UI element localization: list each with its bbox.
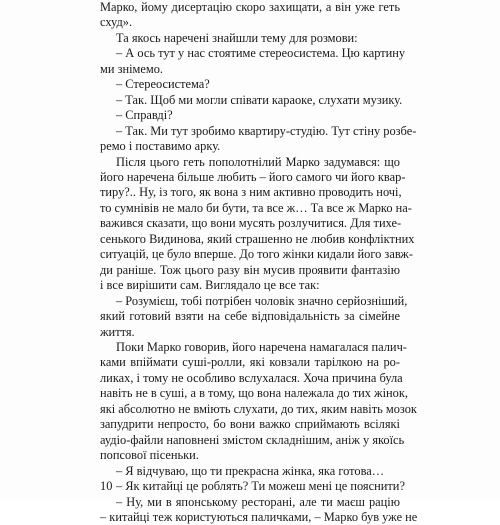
text-line: – А ось тут у нас стоятиме стереосистема. Цю картину [116, 46, 406, 61]
text-line: – Я відчуваю, що ти прекрасна жінка, яка готова… [116, 463, 385, 478]
text-line: який готовий взяти на себе відповідальність за сімейне [100, 309, 400, 324]
text-line: то сумнівів не мало би бути, та все ж… Та все ж Марко на- [100, 200, 412, 215]
text-line: ми знімемо. [100, 61, 164, 76]
text-line: – Розумієш, тобі потрібен чоловік значно серйозніший, [116, 293, 408, 308]
text-line: схуд». [100, 15, 133, 30]
text-line: життя. [100, 324, 135, 339]
text-line: – Так. Ми тут зробимо квартиру-студію. Тут стіну розбе- [116, 123, 417, 138]
text-line: – Ну, ми в японському ресторані, але ти маєш рацію [116, 494, 400, 509]
text-line: тиру?.. Ну, із того, як вона з ним активно проводить ночі, [100, 185, 402, 200]
text-line: Марко, йому дисертацію скоро захищати, а він уже геть [100, 0, 400, 14]
text-line: – Так. Щоб ми могли співати караоке, слухати музику. [116, 92, 403, 107]
text-line: – китайці теж користуються паличками, – Марко був уже не [100, 509, 418, 524]
text-line: ками впіймати суші-ролли, які ковзали тарілкою на ро- [100, 355, 400, 370]
page-number: 10 [100, 479, 113, 493]
text-line: аудіо-файли наповнені змістом складнішим, аніж у якоїсь [100, 432, 405, 447]
text-line: важився сказати, що вони мусять розлучитися. Для тихе- [100, 216, 402, 231]
text-line: – Як китайці це роблять? Ти можеш мені це пояснити? [116, 479, 405, 494]
text-line: Поки Марко говорив, його наречена намагалася палич- [116, 339, 407, 354]
text-line: – Справді? [116, 108, 173, 123]
text-line: ситуацій, це було вперше. До того жінки кидали його завж- [100, 247, 413, 262]
text-line: ремо і поставимо арку. [100, 139, 221, 154]
text-line: Та якось наречені знайшли тему для розмови: [116, 30, 358, 45]
text-line: навіть не в суші, а в тому, що вона належала до тих жінок, [100, 386, 408, 401]
text-line: сенького Видинова, який страшенно не любив конфліктних [100, 231, 415, 246]
text-line: – Стереосистема? [116, 77, 210, 92]
text-line: ликах, і тому не особливо вслухалася. Хоча причина була [100, 370, 403, 385]
text-line: і все вирішити сам. Виглядало це все так: [100, 278, 320, 293]
text-line: Після цього геть пополотнілий Марко задумався: що [116, 154, 400, 169]
text-line: попсової пісеньки. [100, 448, 199, 463]
text-line: ди раніше. Тож цього разу він мусив проявити фантазію [100, 262, 400, 277]
page-body-text [100, 0, 418, 525]
text-line: які абсолютно не вміють слухати, до тих, яким навіть мозок [100, 401, 417, 416]
text-line: запудрити непросто, бо вони важко сприймають всілякі [100, 417, 400, 432]
text-line: його наречена більше любить – його самого чи його квар- [100, 169, 406, 184]
